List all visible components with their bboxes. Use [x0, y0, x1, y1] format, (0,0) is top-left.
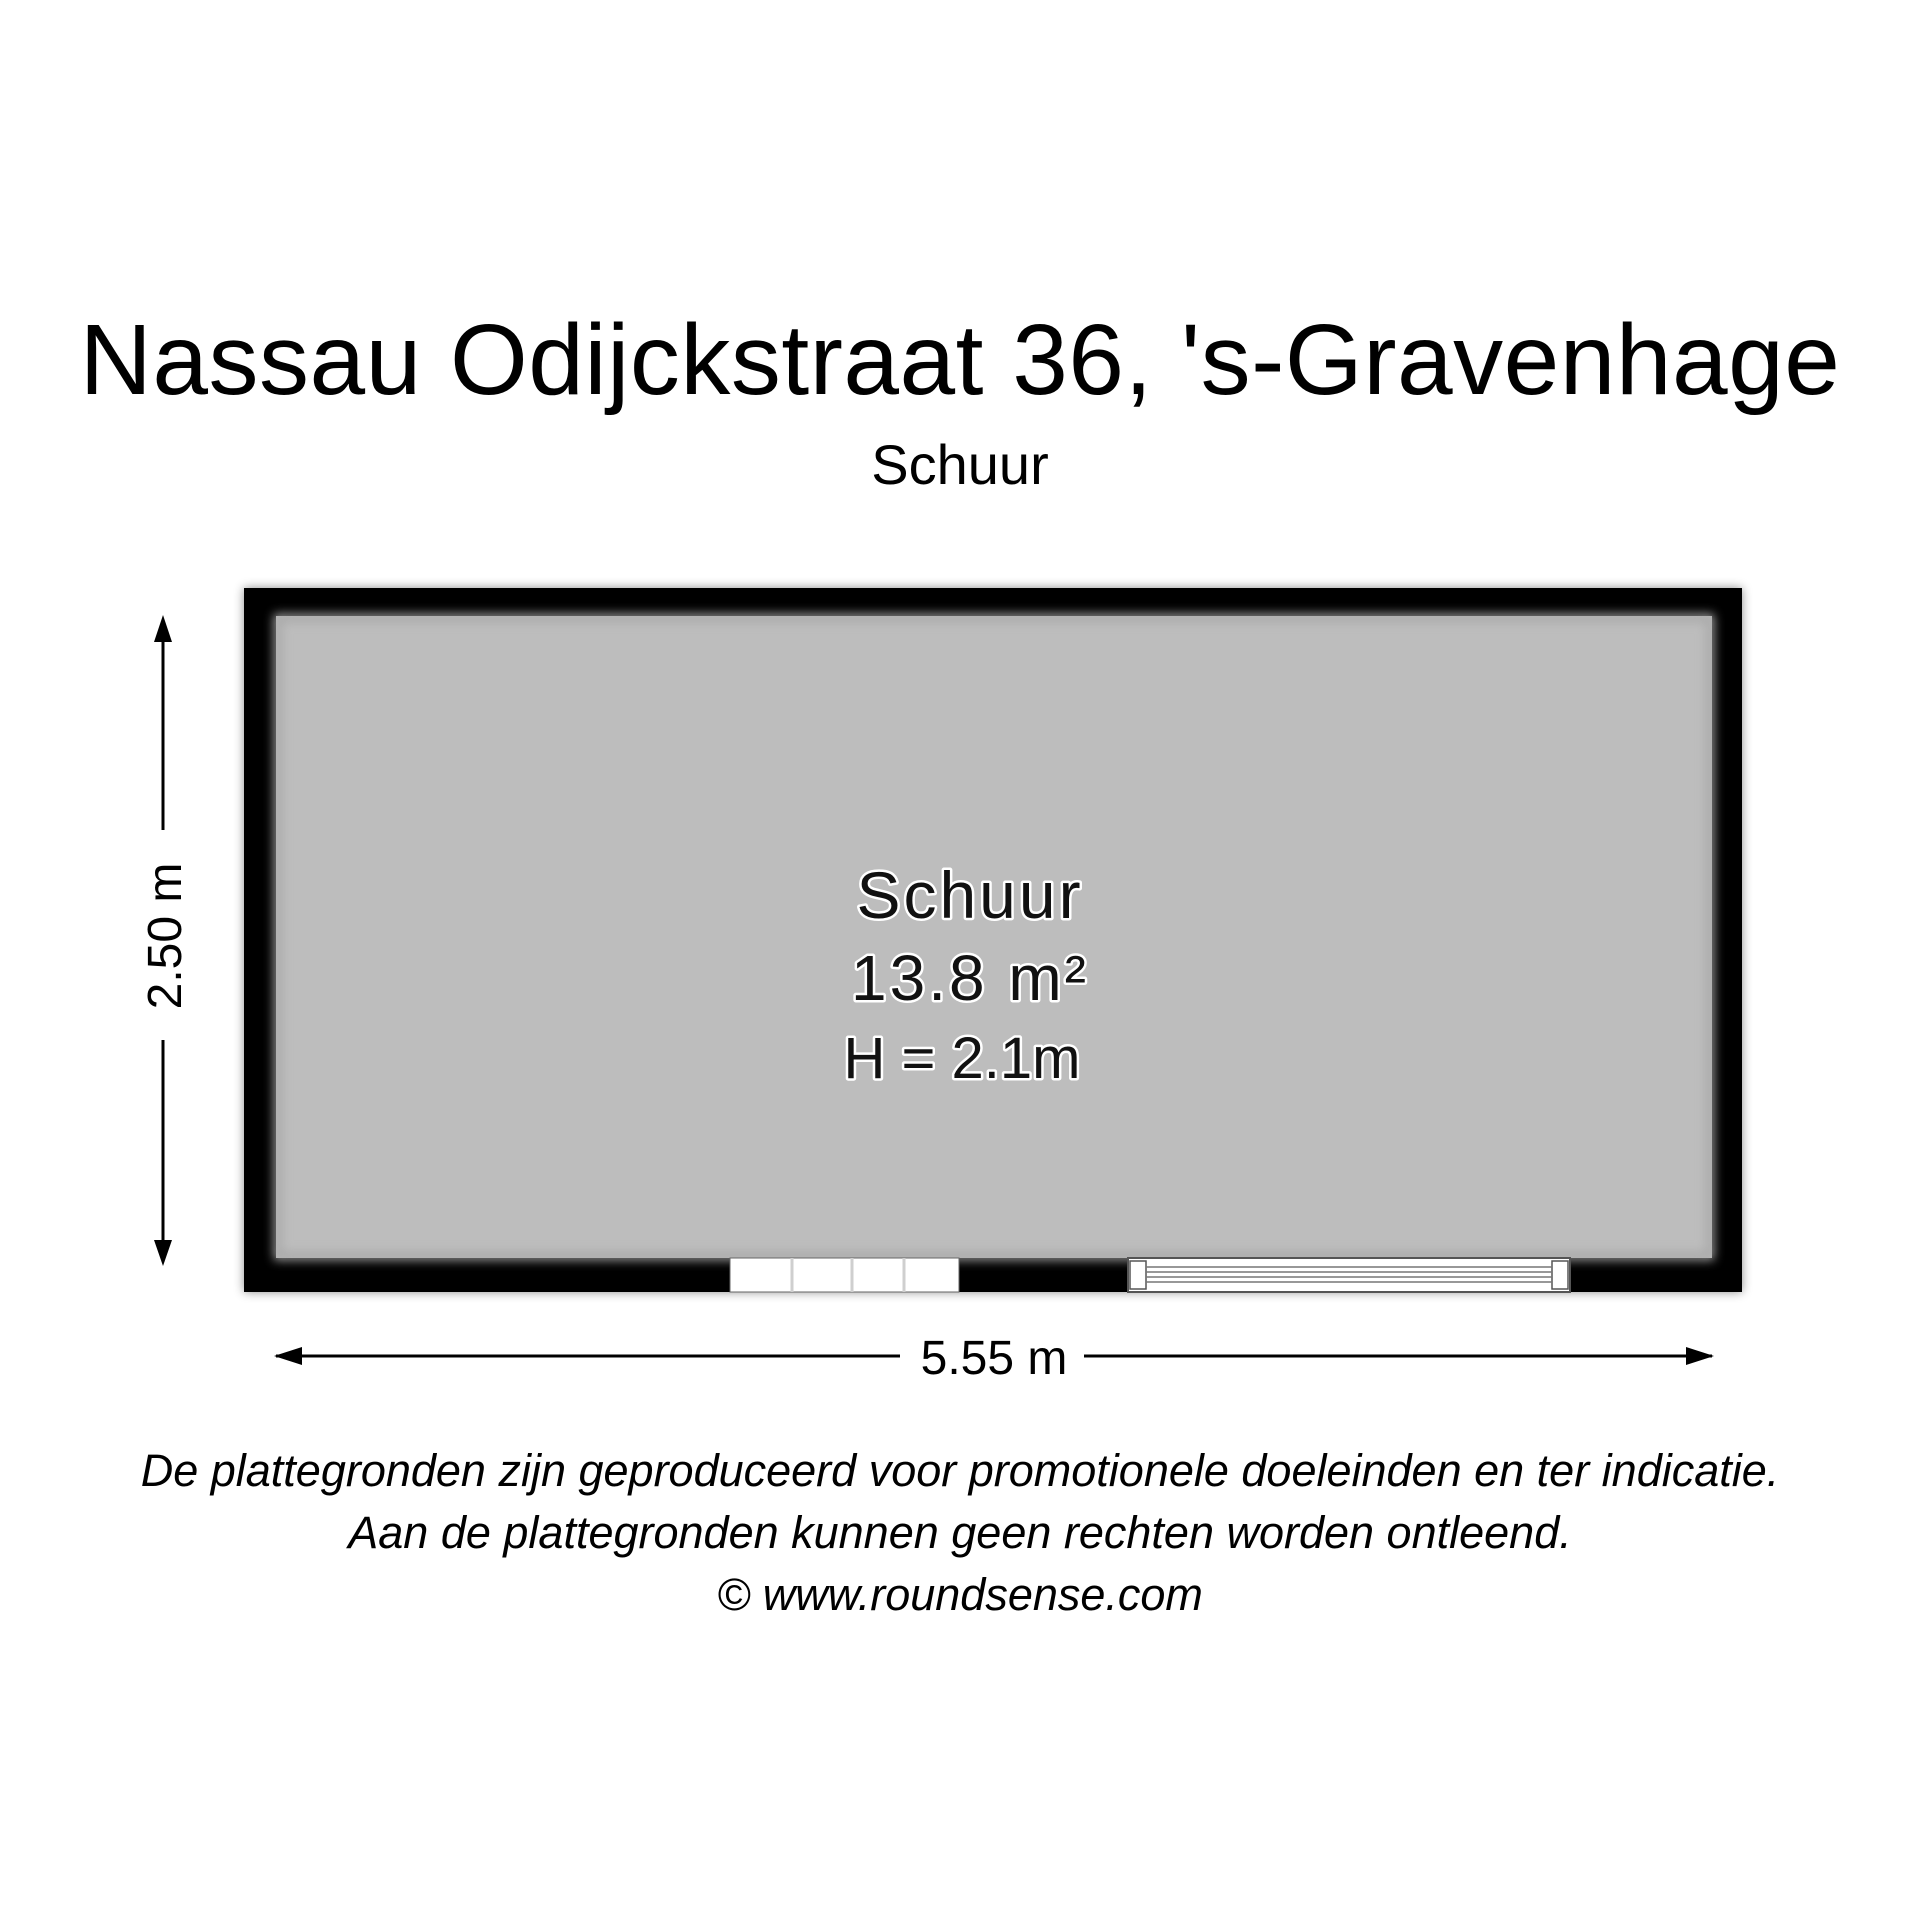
- room-name-label: Schuur: [856, 858, 1084, 932]
- page-title: Nassau Odijckstraat 36, 's-Gravenhage: [79, 304, 1841, 416]
- room-height-label: H = 2.1m: [843, 1026, 1081, 1091]
- height-dimension-label: 2.50 m: [139, 862, 192, 1010]
- height-dimension: [139, 615, 192, 1266]
- disclaimer-line-2: Aan de plattegronden kunnen geen rechten worden ontleend.: [348, 1507, 1572, 1558]
- width-dimension: [274, 1332, 1714, 1385]
- room-area-label: 13.8 m²: [851, 942, 1089, 1014]
- room-floor: [276, 616, 1712, 1258]
- copyright-line: © www.roundsense.com: [717, 1569, 1203, 1620]
- width-dimension-label: 5.55 m: [920, 1332, 1068, 1385]
- disclaimer-line-1: De plattegronden zijn geproduceerd voor promotionele doeleinden en ter indicatie.: [140, 1445, 1780, 1496]
- floor-subtitle: Schuur: [871, 433, 1049, 496]
- window-bottom-wall: [730, 1258, 959, 1292]
- sliding-door-bottom-wall: [1128, 1258, 1570, 1292]
